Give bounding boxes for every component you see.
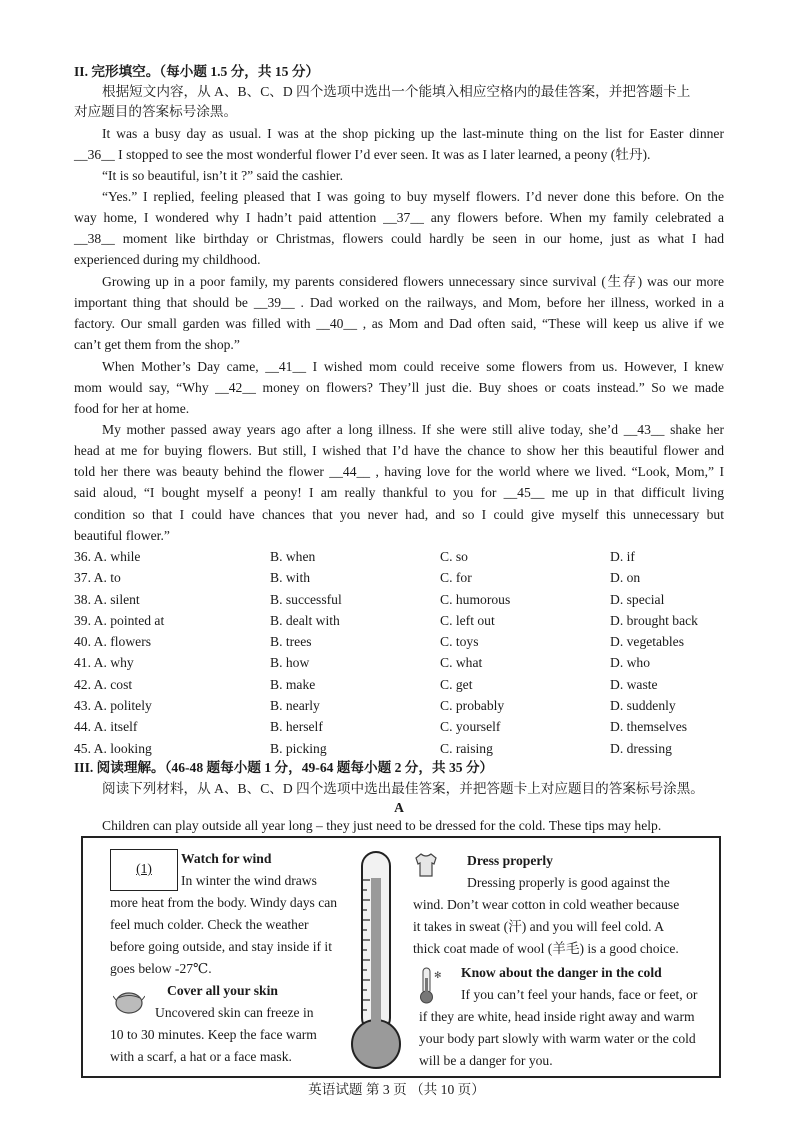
dress-title: Dress properly	[467, 853, 553, 868]
passage-a-intro: Children can play outside all year long – they just need to be dressed for the cold. These tips may help.	[102, 818, 662, 833]
section-2-instruction-cont: 对应题目的答案标号涂黑。	[74, 104, 238, 119]
option-d: D. special	[610, 591, 665, 607]
passage-line: head at me for buying flowers. But still, I wished that I’d have the chance to show her this beautiful flower and	[74, 443, 724, 458]
dress-text: wind. Don’t wear cotton in cold weather because	[413, 897, 680, 912]
option-d: D. waste	[610, 676, 658, 692]
passage-line: condition so that I could have chances that you never had, and so I could give myself this unnecessary but	[74, 507, 724, 522]
option-c: C. so	[440, 549, 468, 564]
option-d: D. brought back	[610, 612, 698, 628]
passage-line: It was a busy day as usual. I was at the shop picking up the last-minute thing on the list for Easter dinner	[102, 126, 724, 141]
option-a: 41. A. why	[74, 655, 134, 671]
option-c: C. humorous	[440, 591, 511, 607]
option-c: C. for	[440, 570, 472, 586]
option-d: D. dressing	[610, 740, 672, 756]
option-b: B. picking	[270, 740, 327, 756]
option-a: 45. A. looking	[74, 740, 152, 756]
dress-text: it takes in sweat (汗) and you will feel cold. A	[413, 919, 665, 934]
option-b: B. with	[270, 570, 311, 586]
option-a: 38. A. silent	[74, 591, 140, 607]
option-row-42	[74, 674, 734, 695]
thermometer-icon	[345, 850, 407, 1072]
passage-line: said aloud, “I bought myself a peony! I am really thankful to you for __45__ me up in that difficult living	[74, 485, 724, 500]
section-3-instruction: 阅读下列材料，从 A、B、C、D 四个选项中选出最佳答案，并把答题卡上对应题目的答案标号涂黑。	[102, 781, 704, 796]
passage-line: important thing that should be __39__ . Dad worked on the railways, and Mom, before her illness, worked in a	[74, 295, 724, 310]
option-d: D. if	[610, 549, 635, 564]
skin-text: Uncovered skin can freeze in	[155, 1005, 314, 1020]
passage-line: __38__ moment like birthday or Christmas, flowers could hardly be seen in our home, just as what I had	[74, 231, 724, 246]
wind-text: more heat from the body. Windy days can	[110, 895, 338, 910]
option-a: 42. A. cost	[74, 676, 133, 692]
skin-text: with a scarf, a hat or a face mask.	[110, 1049, 292, 1064]
option-a: 37. A. to	[74, 570, 121, 586]
option-d: D. suddenly	[610, 698, 676, 714]
passage-line: way home, I wondered why I hadn’t paid attention __37__ any flowers before. When my family celebrated a	[74, 210, 724, 225]
option-a: 36. A. while	[74, 549, 141, 564]
answer-options	[74, 546, 734, 759]
mask-icon	[113, 990, 145, 1016]
wind-text: goes below -27℃.	[110, 961, 212, 976]
option-row-39	[74, 610, 734, 631]
passage-line: “It is so beautiful, isn’t it ?” said the cashier.	[102, 168, 343, 183]
cold-thermometer-icon	[417, 966, 441, 1006]
skin-title: Cover all your skin	[167, 983, 278, 998]
passage-line: mom would say, “Why __42__ money on flowers? They’ll just die. Buy shoes or coats instead.” So we made	[74, 380, 724, 395]
wind-text: In winter the wind draws	[181, 873, 317, 888]
option-a: 43. A. politely	[74, 698, 152, 714]
passage-line: experienced during my childhood.	[74, 252, 261, 267]
passage-line: Growing up in a poor family, my parents considered flowers unnecessary since survival (生存) was our more	[102, 274, 724, 289]
passage-line: “Yes.” I replied, feeling pleased that I was going to buy myself flowers. I’d never done this before. On the	[102, 189, 724, 204]
option-c: C. yourself	[440, 719, 501, 735]
option-row-36	[74, 546, 734, 567]
passage-line: can’t get them from the shop.”	[74, 337, 240, 352]
wind-title: Watch for wind	[181, 851, 272, 866]
passage-line: My mother passed away years ago after a long illness. If she were still alive today, she’d __43__ shake her	[102, 422, 724, 437]
danger-text: your body part slowly with warm water or the cold	[419, 1031, 696, 1046]
option-b: B. how	[270, 655, 310, 671]
passage-line: __36__ I stopped to see the most wonderful flower I’d ever seen. It was as I later learned, a peony (牡丹).	[74, 147, 651, 162]
option-c: C. toys	[440, 634, 479, 650]
option-a: 44. A. itself	[74, 719, 138, 735]
dress-text: thick coat made of wool (羊毛) is a good choice.	[413, 941, 679, 956]
danger-text: If you can’t feel your hands, face or feet, or	[461, 987, 698, 1002]
danger-title: Know about the danger in the cold	[461, 965, 662, 980]
section-2-instruction: 根据短文内容，从 A、B、C、D 四个选项中选出一个能填入相应空格内的最佳答案，并把答题卡上	[102, 84, 691, 99]
passage-line: food for her at home.	[74, 401, 190, 416]
option-row-43	[74, 695, 734, 716]
option-row-37	[74, 567, 734, 588]
option-d: D. vegetables	[610, 634, 684, 650]
wind-text: before going outside, and stay inside if it	[110, 939, 332, 954]
option-c: C. raising	[440, 740, 493, 756]
passage-line: factory. Our small garden was filled with __40__ , as Mom and Dad often said, “These will keep us alive if we	[74, 316, 724, 331]
option-a: 39. A. pointed at	[74, 612, 165, 628]
option-d: D. on	[610, 570, 641, 586]
passage-line: told her there was beauty behind the flower __44__ , having love for the world where we lived. “Look, Mom,” I	[74, 464, 724, 479]
danger-text: if they are white, head inside right away and warm	[419, 1009, 695, 1024]
section-2-title: II. 完形填空。（每小题 1.5 分，共 15 分）	[74, 64, 320, 79]
skin-text: 10 to 30 minutes. Keep the face warm	[110, 1027, 317, 1042]
option-b: B. make	[270, 676, 316, 692]
option-d: D. themselves	[610, 719, 688, 735]
blank-label-box: (1)	[110, 849, 178, 891]
option-row-44	[74, 716, 734, 737]
option-b: B. trees	[270, 634, 312, 650]
option-b: B. when	[270, 549, 316, 564]
section-3-title: III. 阅读理解。（46-48 题每小题 1 分，49-64 题每小题 2 分，共 35 分）	[74, 760, 494, 775]
passage-a-letter: A	[394, 800, 404, 815]
tips-box	[81, 836, 721, 1078]
option-c: C. probably	[440, 698, 505, 714]
clothes-icon	[413, 852, 439, 878]
option-b: B. successful	[270, 591, 342, 607]
dress-text: Dressing properly is good against the	[467, 875, 670, 890]
svg-text:✻: ✻	[434, 970, 441, 980]
passage-line: beautiful flower.”	[74, 528, 170, 543]
option-row-40	[74, 631, 734, 652]
option-c: C. left out	[440, 612, 495, 628]
option-c: C. what	[440, 655, 483, 671]
option-c: C. get	[440, 676, 473, 692]
page-footer: 英语试题 第 3 页 （共 10 页）	[308, 1082, 485, 1097]
passage-line: When Mother’s Day came, __41__ I wished mom could receive some flowers from us. However, I knew	[102, 359, 724, 374]
option-row-38	[74, 589, 734, 610]
option-b: B. nearly	[270, 698, 320, 714]
option-a: 40. A. flowers	[74, 634, 152, 650]
danger-text: will be a danger for you.	[419, 1053, 553, 1068]
option-row-45	[74, 738, 734, 759]
option-row-41	[74, 652, 734, 673]
option-b: B. dealt with	[270, 612, 340, 628]
option-b: B. herself	[270, 719, 323, 735]
option-d: D. who	[610, 655, 651, 671]
wind-text: feel much colder. Check the weather	[110, 917, 309, 932]
